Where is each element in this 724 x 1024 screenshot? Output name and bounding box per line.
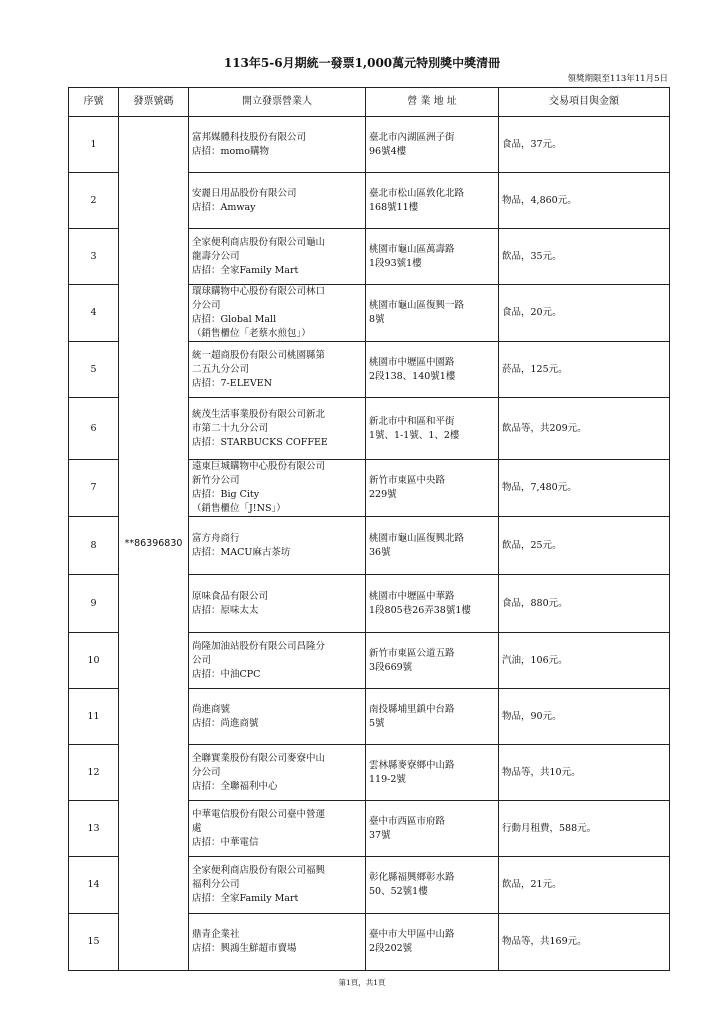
address-line: 119-2號 bbox=[369, 773, 406, 785]
address-line: 桃園市中壢區中華路 bbox=[369, 590, 455, 602]
address-line: 5號 bbox=[369, 717, 385, 729]
merchant-cell bbox=[189, 117, 366, 173]
merchant-cell bbox=[189, 229, 366, 285]
merchant-cell bbox=[189, 745, 366, 801]
serial-cell: 10 bbox=[69, 633, 119, 689]
address-cell bbox=[366, 398, 499, 460]
address-line: 桃園市龜山區萬壽路 bbox=[369, 243, 455, 255]
merchant-line: 處 bbox=[192, 822, 202, 834]
address-cell bbox=[366, 342, 499, 398]
merchant-line: 中華電信股份有限公司臺中營運 bbox=[192, 808, 326, 820]
address-line: 雲林縣麥寮鄉中山路 bbox=[369, 759, 455, 771]
address-cell bbox=[366, 857, 499, 914]
address-line: 臺中市大甲區中山路 bbox=[369, 929, 455, 940]
merchant-cell bbox=[189, 633, 366, 689]
invoice-number-cell: **86396830 bbox=[119, 117, 189, 971]
address-line: 3段669號 bbox=[369, 661, 413, 673]
address-line: 50、52號1樓 bbox=[369, 886, 428, 897]
address-line: 36號 bbox=[369, 546, 391, 558]
merchant-line: 安麗日用品股份有限公司 bbox=[192, 187, 297, 199]
header-invoice-number: 發票號碼 bbox=[119, 88, 189, 117]
merchant-line: 原味食品有限公司 bbox=[192, 590, 269, 602]
address-line: 彰化縣福興鄉彰水路 bbox=[369, 872, 455, 883]
serial-cell: 1 bbox=[69, 117, 119, 173]
winners-table bbox=[68, 87, 670, 971]
item-amount-cell: 物品，4,860元。 bbox=[499, 173, 670, 229]
address-line: 2段202號 bbox=[369, 943, 413, 954]
header-address: 營 業 地 址 bbox=[366, 88, 499, 117]
merchant-cell bbox=[189, 173, 366, 229]
address-cell bbox=[366, 285, 499, 342]
address-line: 229號 bbox=[369, 489, 397, 500]
merchant-line: 店招：全聯福利中心 bbox=[192, 780, 278, 792]
serial-cell: 3 bbox=[69, 229, 119, 285]
merchant-cell bbox=[189, 517, 366, 575]
address-cell bbox=[366, 517, 499, 575]
address-line: 1段805巷26弄38號1樓 bbox=[369, 604, 471, 616]
serial-cell: 7 bbox=[69, 460, 119, 517]
address-cell bbox=[366, 117, 499, 173]
item-amount-cell: 食品，37元。 bbox=[499, 117, 670, 173]
address-line: 臺中市西區市府路 bbox=[369, 815, 446, 827]
merchant-line: 尚隆加油站股份有限公司昌隆分 bbox=[192, 640, 326, 652]
address-line: 桃園市中壢區中園路 bbox=[369, 356, 455, 368]
merchant-line: 店招：Big City bbox=[192, 489, 260, 500]
address-line: 168號11樓 bbox=[369, 201, 419, 213]
header-serial: 序號 bbox=[69, 88, 119, 117]
merchant-cell bbox=[189, 342, 366, 398]
address-cell bbox=[366, 914, 499, 971]
merchant-line: 富邦媒體科技股份有限公司 bbox=[192, 131, 307, 143]
item-amount-cell: 食品，20元。 bbox=[499, 285, 670, 342]
serial-cell: 5 bbox=[69, 342, 119, 398]
address-line: 新竹市東區中央路 bbox=[369, 475, 446, 486]
merchant-cell bbox=[189, 460, 366, 517]
address-cell bbox=[366, 229, 499, 285]
merchant-line: 統一超商股份有限公司桃園縣第 bbox=[192, 349, 326, 361]
merchant-cell bbox=[189, 914, 366, 971]
serial-cell: 9 bbox=[69, 575, 119, 633]
address-line: 1號、1-1號、1、2樓 bbox=[369, 429, 460, 441]
item-amount-cell: 汽油，106元。 bbox=[499, 633, 670, 689]
merchant-cell bbox=[189, 285, 366, 342]
item-amount-cell: 飲品，35元。 bbox=[499, 229, 670, 285]
merchant-line: （銷售櫃位「老蔡水煎包」） bbox=[192, 328, 311, 339]
item-amount-cell: 物品，90元。 bbox=[499, 689, 670, 745]
address-line: 新北市中和區和平街 bbox=[369, 415, 455, 427]
address-line: 1段93號1樓 bbox=[369, 257, 422, 269]
address-line: 新竹市東區公道五路 bbox=[369, 647, 455, 659]
merchant-line: 全聯實業股份有限公司麥寮中山 bbox=[192, 752, 326, 764]
address-line: 2段138、140號1樓 bbox=[369, 370, 456, 382]
merchant-line: 店招：全家Family Mart bbox=[192, 264, 299, 276]
address-line: 桃園市龜山區復興北路 bbox=[369, 532, 465, 544]
serial-cell: 4 bbox=[69, 285, 119, 342]
serial-cell: 6 bbox=[69, 398, 119, 460]
page-footer: 第1頁，共1頁 bbox=[338, 978, 386, 987]
item-amount-cell: 飲品，25元。 bbox=[499, 517, 670, 575]
address-line: 臺北市內湖區洲子街 bbox=[369, 131, 455, 143]
claim-deadline: 領獎期限至113年11月5日 bbox=[567, 74, 668, 84]
merchant-line: 分公司 bbox=[192, 300, 221, 311]
address-cell bbox=[366, 575, 499, 633]
merchant-line: 店招：原味太太 bbox=[192, 604, 259, 616]
merchant-line: 統茂生活事業股份有限公司新北 bbox=[192, 408, 326, 420]
merchant-cell bbox=[189, 689, 366, 745]
merchant-line: 富方舟商行 bbox=[192, 532, 240, 544]
item-amount-cell: 物品，7,480元。 bbox=[499, 460, 670, 517]
merchant-line: 市第二十九分公司 bbox=[192, 422, 269, 434]
header-item: 交易項目與金額 bbox=[499, 88, 670, 117]
merchant-line: 店招：中油CPC bbox=[192, 668, 261, 680]
merchant-line: 全家便利商店股份有限公司龜山 bbox=[192, 236, 326, 248]
address-line: 96號4樓 bbox=[369, 145, 407, 157]
address-line: 臺北市松山區敦化北路 bbox=[369, 187, 465, 199]
merchant-line: 尚進商號 bbox=[192, 703, 231, 715]
merchant-line: 分公司 bbox=[192, 766, 221, 778]
merchant-line: 公司 bbox=[192, 654, 212, 666]
table-header-row bbox=[69, 88, 670, 117]
item-amount-cell: 飲品等，共209元。 bbox=[499, 398, 670, 460]
serial-cell: 2 bbox=[69, 173, 119, 229]
merchant-line: 新竹分公司 bbox=[192, 475, 240, 486]
merchant-line: 全家便利商店股份有限公司福興 bbox=[192, 865, 326, 876]
address-cell bbox=[366, 633, 499, 689]
address-line: 桃園市龜山區復興一路 bbox=[369, 300, 465, 311]
address-cell bbox=[366, 173, 499, 229]
address-cell bbox=[366, 460, 499, 517]
merchant-line: 店招：MACU麻古茶坊 bbox=[192, 546, 291, 558]
merchant-line: 店招：中華電信 bbox=[192, 836, 259, 848]
address-cell bbox=[366, 745, 499, 801]
merchant-line: 鼎青企業社 bbox=[192, 929, 240, 940]
item-amount-cell: 行動月租費，588元。 bbox=[499, 801, 670, 857]
merchant-line: 店招：momo購物 bbox=[192, 145, 269, 157]
table-body bbox=[69, 117, 670, 971]
table-row bbox=[69, 117, 670, 173]
address-line: 37號 bbox=[369, 829, 391, 841]
item-amount-cell: 物品等，共10元。 bbox=[499, 745, 670, 801]
serial-cell: 15 bbox=[69, 914, 119, 971]
merchant-line: 店招：興鴻生鮮超市賣場 bbox=[192, 943, 297, 954]
merchant-line: 店招：Amway bbox=[192, 201, 256, 213]
serial-cell: 8 bbox=[69, 517, 119, 575]
merchant-line: （銷售櫃位「J!NS」） bbox=[192, 503, 286, 514]
serial-cell: 14 bbox=[69, 857, 119, 914]
merchant-line: 福利分公司 bbox=[192, 879, 240, 890]
merchant-line: 二五九分公司 bbox=[192, 363, 250, 375]
serial-cell: 13 bbox=[69, 801, 119, 857]
merchant-line: 店招：Global Mall bbox=[192, 314, 277, 325]
merchant-cell bbox=[189, 801, 366, 857]
merchant-line: 店招：尚進商號 bbox=[192, 717, 259, 729]
address-line: 8號 bbox=[369, 314, 385, 325]
merchant-line: 環球購物中心股份有限公司林口 bbox=[192, 286, 326, 297]
merchant-line: 龍壽分公司 bbox=[192, 250, 240, 262]
merchant-line: 遠東巨城購物中心股份有限公司 bbox=[192, 461, 326, 472]
merchant-line: 店招：7-ELEVEN bbox=[192, 377, 273, 389]
header-merchant: 開立發票營業人 bbox=[189, 88, 366, 117]
page-title: 113年5-6月期統一發票1,000萬元特別獎中獎清冊 bbox=[223, 56, 501, 70]
address-line: 南投縣埔里鎮中台路 bbox=[369, 703, 455, 715]
item-amount-cell: 菸品，125元。 bbox=[499, 342, 670, 398]
merchant-line: 店招：全家Family Mart bbox=[192, 893, 299, 904]
address-cell bbox=[366, 801, 499, 857]
merchant-cell bbox=[189, 398, 366, 460]
merchant-line: 店招：STARBUCKS COFFEE bbox=[192, 436, 328, 448]
merchant-cell bbox=[189, 575, 366, 633]
merchant-cell bbox=[189, 857, 366, 914]
item-amount-cell: 食品，880元。 bbox=[499, 575, 670, 633]
serial-cell: 12 bbox=[69, 745, 119, 801]
serial-cell: 11 bbox=[69, 689, 119, 745]
item-amount-cell: 物品等，共169元。 bbox=[499, 914, 670, 971]
address-cell bbox=[366, 689, 499, 745]
item-amount-cell: 飲品，21元。 bbox=[499, 857, 670, 914]
